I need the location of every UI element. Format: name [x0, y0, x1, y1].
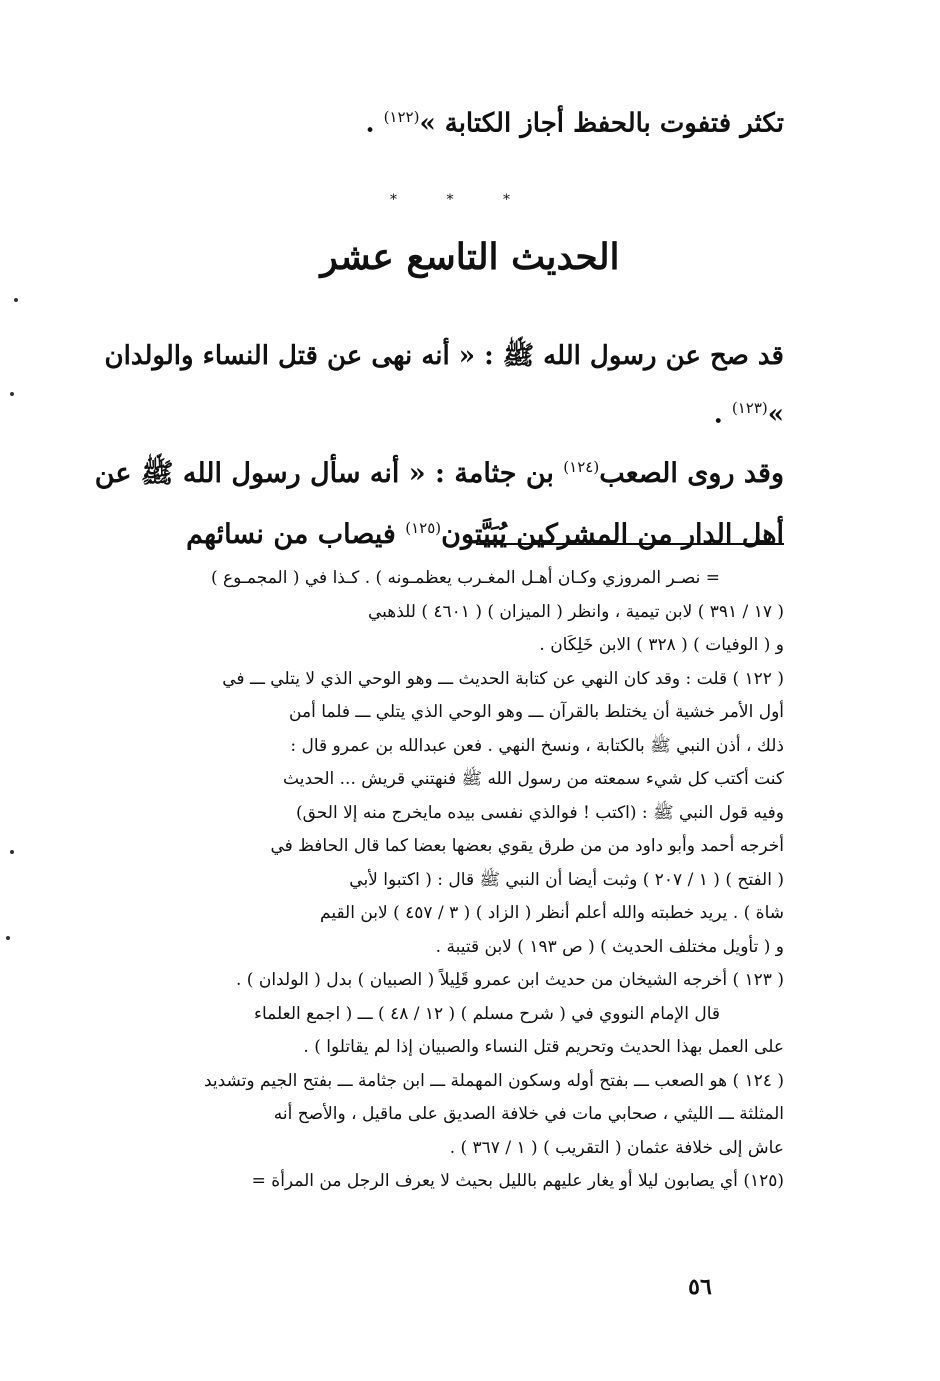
footnote-ref-122[interactable]: (١٢٢): [383, 108, 420, 126]
paragraph-text: فيصاب من نسائهم: [186, 519, 406, 550]
footnote-ref-124[interactable]: (١٢٤): [563, 458, 600, 476]
footnote-ref-125[interactable]: (١٢٥): [405, 519, 442, 537]
footnote-123: [88, 964, 784, 1065]
paragraph-text: وقد روى الصعب: [599, 458, 784, 489]
footnote-124: [88, 1065, 784, 1166]
footnote-line: = نصـر المروزي وكـان أهـل المغـرب يعظمـونه ) . كـذا في ( المجمـوع ): [210, 568, 720, 588]
footnote-line: شاة ) . يريد خطبته والله أعلم أنظر ( الزاد ) ( ٣ / ٤٥٧ ) لابن القيم: [320, 903, 784, 923]
footnote-125: [88, 1165, 784, 1199]
footnote-line: و ( الوفيات ) ( ٣٢٨ ) الابن خَلِكَان .: [539, 635, 784, 655]
section-separator-stars: [390, 192, 510, 208]
footnote-line: عاش إلى خلافة عثمان ( التقريب ) ( ١ / ٣٦٧ ) .: [449, 1137, 784, 1158]
scan-speck: [14, 298, 18, 302]
paragraph-hadith-1: قد صح عن رسول الله ﷺ : « أنه نهى عن قتل النساء والولدان »$^{(١٢٣)}$ .: [104, 341, 784, 430]
footnote-separator: [476, 543, 784, 545]
footnote-122: [88, 663, 784, 965]
footnote-line: ذلك ، أذن النبي ﷺ بالكتابة ، ونسخ النهي . فعن عبدالله بن عمرو قال :: [290, 735, 784, 756]
footnote-line: ( ١٧ / ٣٩١ ) لابن تيمية ، وانظر ( الميزان ) ( ٤٦٠١ ) للذهبي: [367, 601, 784, 622]
footnote-line: قال الإمام النووي في ( شرح مسلم ) ( ١٢ / ٤٨ ) ـــ ( اجمع العلماء: [253, 1003, 720, 1024]
carry-over-text: تكثر فتفوت بالحفظ أجاز الكتابة »: [419, 108, 784, 139]
footnote-line: وفيه قول النبي ﷺ : (اكتب ! فوالذي نفسى بيده مايخرج منه إلا الحق): [296, 802, 784, 823]
star: *: [446, 192, 454, 208]
footnote-continuation: [88, 562, 784, 663]
footnote-line: على العمل بهذا الحديث وتحريم قتل النساء والصبيان إذا لم يقاتلوا ) .: [303, 1037, 784, 1057]
footnote-line: ( ١٢٤ ) هو الصعب ـــ بفتح أوله وسكون المهملة ـــ ابن جثامة ـــ بفتح الجيم وتشديد: [203, 1070, 784, 1091]
section-heading: الحديث التاسع عشر: [320, 236, 620, 278]
footnote-line: و ( تأويل مختلف الحديث ) ( ص ١٩٣ ) لابن قتيبة .: [435, 936, 784, 957]
footnote-line: ( الفتح ) ( ١ / ٢٠٧ ) وثبت أيضا أن النبي ﷺ قال : ( اكتبوا لأبي: [349, 869, 784, 890]
paragraph-text: قد صح عن رسول الله ﷺ : « أنه نهى عن قتل النساء والولدان »: [104, 341, 784, 430]
scan-speck: [10, 850, 14, 854]
footnote-line: ( ١٢٣ ) أخرجه الشيخان من حديث ابن عمرو قَلِيلاً ( الصبيان ) بدل ( الولدان ) .: [235, 970, 784, 990]
page-number: ٥٦: [688, 1274, 712, 1300]
footnote-line: (١٢٥) أي يصابون ليلا أو يغار عليهم بالليل بحيث لا يعرف الرجل من المرأة =: [251, 1171, 784, 1191]
footnote-line: أول الأمر خشية أن يختلط بالقرآن ـــ وهو الوحي الذي يتلي ـــ فلما أمن: [289, 702, 784, 722]
scan-speck: [6, 936, 10, 940]
carry-over-line: تكثر فتفوت بالحفظ أجاز الكتابة »$^{(١٢٢)}$ .: [365, 108, 784, 139]
footnote-line: المثلثة ـــ الليثي ، صحابي مات في خلافة الصديق على ماقيل ، والأصح أنه: [273, 1104, 784, 1124]
footnote-ref-123[interactable]: (١٢٣): [731, 399, 768, 417]
footnote-line: ( ١٢٢ ) قلت : وقد كان النهي عن كتابة الحديث ـــ وهو الوحي الذي لا يتلي ـــ في: [222, 668, 784, 689]
star: *: [390, 192, 397, 208]
footnote-line: كنت أكتب كل شيء سمعته من رسول الله ﷺ فنهتني قريش ... الحديث: [283, 769, 784, 789]
paragraph-text: بن جثامة : « أنه سأل رسول الله ﷺ عن أهل الدار من المشركين يُبَيَّتون: [94, 458, 784, 550]
star: *: [503, 192, 510, 208]
scan-speck: [10, 392, 14, 396]
footnotes: [88, 562, 784, 1199]
footnote-line: أخرجه أحمد وأبو داود من من طرق يقوي بعضها بعضا كما قال الحافظ في: [270, 836, 784, 856]
